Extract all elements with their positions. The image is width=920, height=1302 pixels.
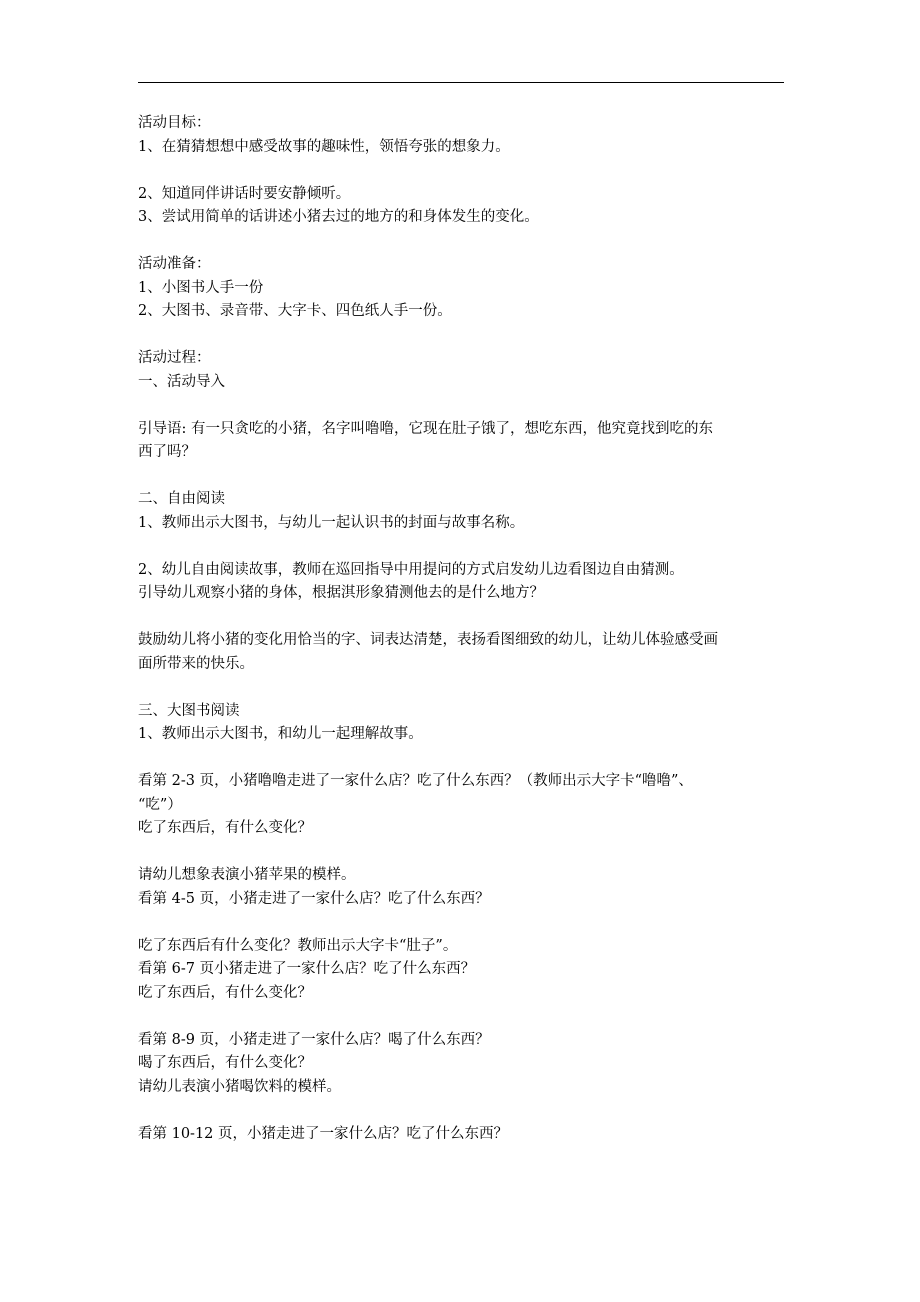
header-rule [138, 82, 784, 83]
text-line: 看第 10-12 页，小猪走进了一家什么店？吃了什么东西？ [138, 1125, 509, 1142]
text-line: 引导幼儿观察小猪的身体，根据淇形象猜测他去的是什么地方？ [138, 585, 544, 601]
document-body [138, 112, 798, 1146]
blank-line [138, 911, 798, 935]
blank-line [138, 465, 798, 489]
text-line: 看第 2-3 页，小猪噜噜走进了一家什么店？吃了什么东西？（教师出示大字卡“噜噜”、 [138, 773, 693, 789]
text-line: 活动目标： [138, 115, 211, 131]
text-line: 2、大图书、录音带、大字卡、四色纸人手一份。 [138, 303, 452, 319]
text-line: 二、自由阅读 [138, 491, 225, 507]
blank-line [138, 324, 798, 348]
text-line: 看第 8-9 页，小猪走进了一家什么店？喝了什么东西？ [138, 1031, 490, 1048]
blank-line [138, 676, 798, 700]
text-line: 一、活动导入 [138, 373, 225, 390]
text-line: 2、知道同伴讲话时要安静倾听。 [138, 185, 351, 202]
text-line: 看第 4-5 页，小猪走进了一家什么店？吃了什么东西？ [138, 890, 490, 907]
text-line: 活动过程： [138, 350, 211, 366]
text-line: 3、尝试用简单的话讲述小猪去过的地方的和身体发生的变化。 [138, 209, 539, 225]
text-line: 看第 6-7 页小猪走进了一家什么店？吃了什么东西？ [138, 961, 476, 977]
text-line: 吃了东西后，有什么变化？ [138, 820, 312, 836]
blank-line [138, 1099, 798, 1123]
blank-line [138, 230, 798, 254]
blank-line [138, 535, 798, 559]
blank-line [138, 606, 798, 630]
text-line: 1、教师出示大图书，与幼儿一起认识书的封面与故事名称。 [138, 514, 525, 531]
blank-line [138, 841, 798, 865]
blank-line [138, 1005, 798, 1029]
text-line: 1、教师出示大图书，和幼儿一起理解故事。 [138, 726, 423, 742]
blank-line [138, 747, 798, 771]
text-line: “吃”） [138, 796, 182, 813]
blank-line [138, 159, 798, 183]
text-line: 引导语: 有一只贪吃的小猪，名字叫噜噜，它现在肚子饿了，想吃东西，他究竟找到吃的东 [138, 420, 713, 437]
text-line: 请幼儿想象表演小猪苹果的模样。 [138, 867, 356, 883]
text-line: 吃了东西后有什么变化？教师出示大字卡“肚子”。 [138, 937, 458, 954]
text-line: 1、在猜猜想想中感受故事的趣味性，领悟夸张的想象力。 [138, 138, 510, 155]
text-line: 吃了东西后，有什么变化？ [138, 984, 312, 1001]
text-line: 请幼儿表演小猪喝饮料的模样。 [138, 1078, 341, 1095]
text-line: 活动准备： [138, 256, 211, 272]
text-line: 2、幼儿自由阅读故事，教师在巡回指导中用提问的方式启发幼儿边看图边自由猜测。 [138, 561, 684, 578]
text-line: 三、大图书阅读 [138, 702, 240, 719]
blank-line [138, 394, 798, 418]
text-line: 面所带来的快乐。 [138, 655, 254, 672]
text-line: 喝了东西后，有什么变化？ [138, 1055, 312, 1071]
text-line: 1、小图书人手一份 [138, 279, 264, 296]
text-line: 鼓励幼儿将小猪的变化用恰当的字、词表达清楚，表扬看图细致的幼儿，让幼儿体验感受画 [138, 632, 718, 648]
text-line: 西了吗？ [138, 444, 196, 460]
